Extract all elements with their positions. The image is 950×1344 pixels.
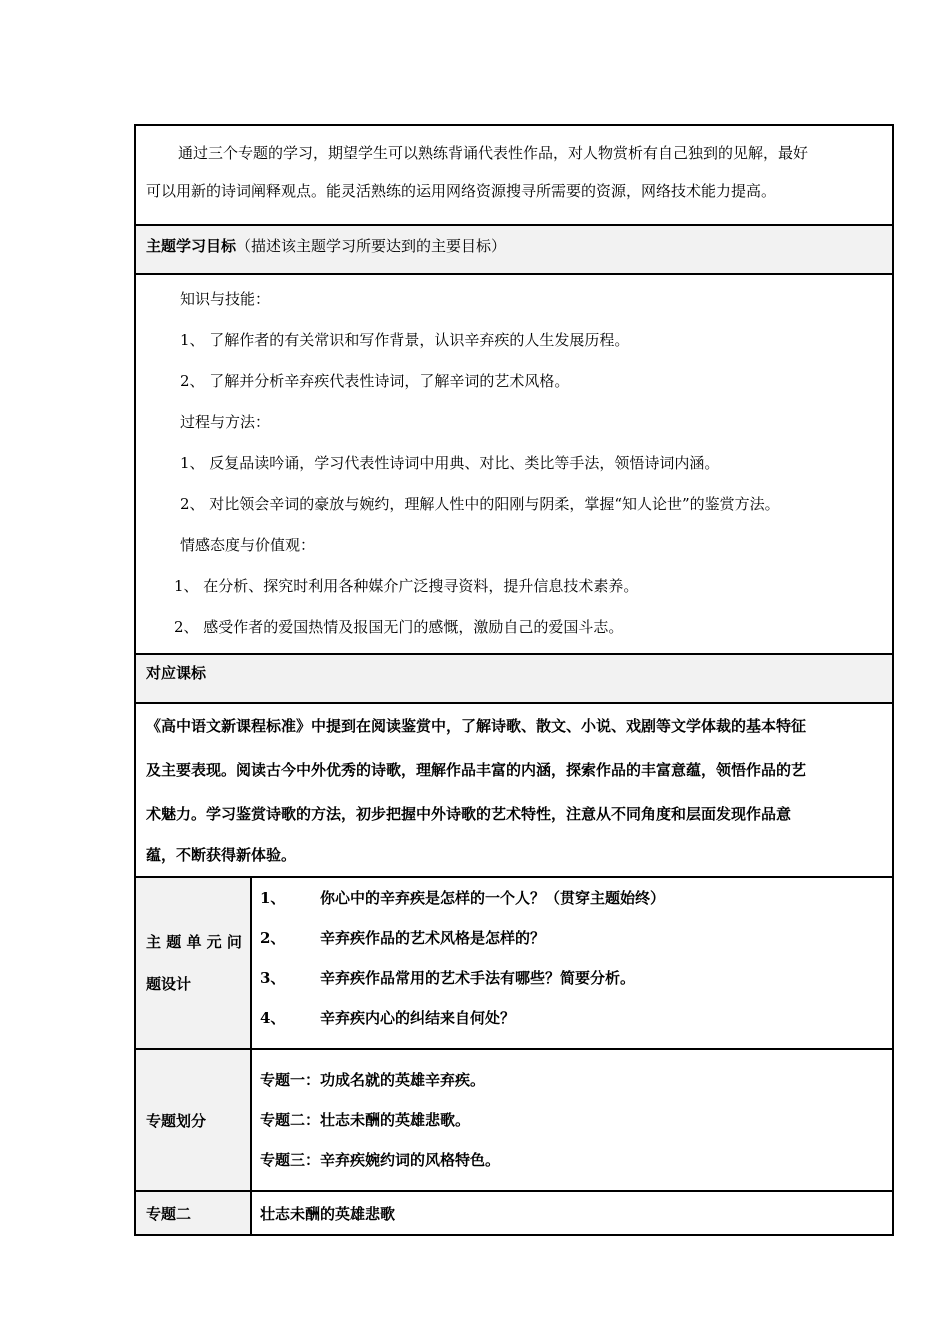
standard-header-row — [135, 654, 893, 703]
topic2-title: 壮志未酬的英雄悲歌 — [251, 1191, 893, 1235]
knowledge-item: 1、 了解作者的有关常识和写作背景，认识辛弃疾的人生发展历程。 — [180, 331, 630, 349]
question-item — [260, 878, 892, 918]
topics-label: 专题划分 — [135, 1049, 251, 1191]
process-item: 1、 反复品读吟诵，学习代表性诗词中用典、对比、类比等手法，领悟诗词内涵。 — [180, 454, 720, 472]
question-item — [260, 998, 892, 1038]
goals-header — [135, 225, 893, 274]
knowledge-item: 2、 了解并分析辛弃疾代表性诗词，了解辛词的艺术风格。 — [180, 372, 570, 390]
question-text: 你心中的辛弃疾是怎样的一个人？（贯穿主题始终） — [320, 889, 666, 907]
standard-body — [135, 703, 893, 877]
questions-label-line-1: 主 题 单 元 问 — [146, 933, 242, 951]
document-page — [134, 124, 892, 1236]
question-text: 辛弃疾内心的纠结来自何处？ — [320, 1009, 516, 1027]
standard-header: 对应课标 — [135, 654, 893, 703]
standard-line: 术魅力。学习鉴赏诗歌的方法，初步把握中外诗歌的艺术特性，注意从不同角度和层面发现作品意 — [146, 805, 792, 823]
standard-line: 及主要表现。阅读古今中外优秀的诗歌，理解作品丰富的内涵，探索作品的丰富意蕴，领悟作品的艺 — [146, 761, 807, 779]
standard-body-row — [135, 703, 893, 877]
question-number: 2、 — [260, 929, 286, 947]
process-title: 过程与方法： — [180, 413, 271, 431]
goals-body-row — [135, 274, 893, 654]
topic-item: 专题一：功成名就的英雄辛弃疾。 — [260, 1071, 486, 1089]
intro-line-2: 可以用新的诗词阐释观点。能灵活熟练的运用网络资源搜寻所需要的资源，网络技术能力提高。 — [146, 182, 777, 200]
question-number: 4、 — [260, 1009, 286, 1027]
goals-header-note: （描述该主题学习所要达到的主要目标） — [236, 237, 507, 255]
questions-label — [135, 877, 251, 1049]
topics-list — [251, 1049, 893, 1191]
questions-label-line-2: 题设计 — [146, 975, 192, 993]
intro-line-1: 通过三个专题的学习，期望学生可以熟练背诵代表性作品，对人物赏析有自己独到的见解，最好 — [178, 144, 809, 162]
questions-row — [135, 877, 893, 1049]
knowledge-title: 知识与技能： — [180, 290, 271, 308]
question-text: 辛弃疾作品常用的艺术手法有哪些？简要分析。 — [320, 969, 636, 987]
question-text: 辛弃疾作品的艺术风格是怎样的？ — [320, 929, 546, 947]
questions-list — [251, 877, 893, 1049]
standard-line: 蕴，不断获得新体验。 — [146, 846, 297, 864]
emotion-item: 1、 在分析、探究时利用各种媒介广泛搜寻资料，提升信息技术素养。 — [174, 577, 639, 595]
emotion-title: 情感态度与价值观： — [180, 536, 316, 554]
intro-row — [135, 125, 893, 225]
topics-row — [135, 1049, 893, 1191]
question-item — [260, 958, 892, 998]
emotion-item: 2、 感受作者的爱国热情及报国无门的感慨，激励自己的爱国斗志。 — [174, 618, 624, 636]
goals-body — [135, 274, 893, 654]
topic-item: 专题三：辛弃疾婉约词的风格特色。 — [260, 1151, 501, 1169]
topic2-row — [135, 1191, 893, 1235]
goals-header-title: 主题学习目标 — [146, 237, 237, 255]
question-number: 3、 — [260, 969, 286, 987]
standard-line: 《高中语文新课程标准》中提到在阅读鉴赏中，了解诗歌、散文、小说、戏剧等文学体裁的基本特征 — [146, 717, 807, 735]
goals-header-row — [135, 225, 893, 274]
question-number: 1、 — [260, 889, 286, 907]
question-item — [260, 918, 892, 958]
plan-table — [134, 124, 894, 1236]
topic2-label: 专题二 — [135, 1191, 251, 1235]
topic-item: 专题二：壮志未酬的英雄悲歌。 — [260, 1111, 471, 1129]
process-item: 2、 对比领会辛词的豪放与婉约，理解人性中的阳刚与阴柔，掌握“知人论世”的鉴赏方法。 — [180, 495, 780, 513]
intro-cell — [135, 125, 893, 225]
